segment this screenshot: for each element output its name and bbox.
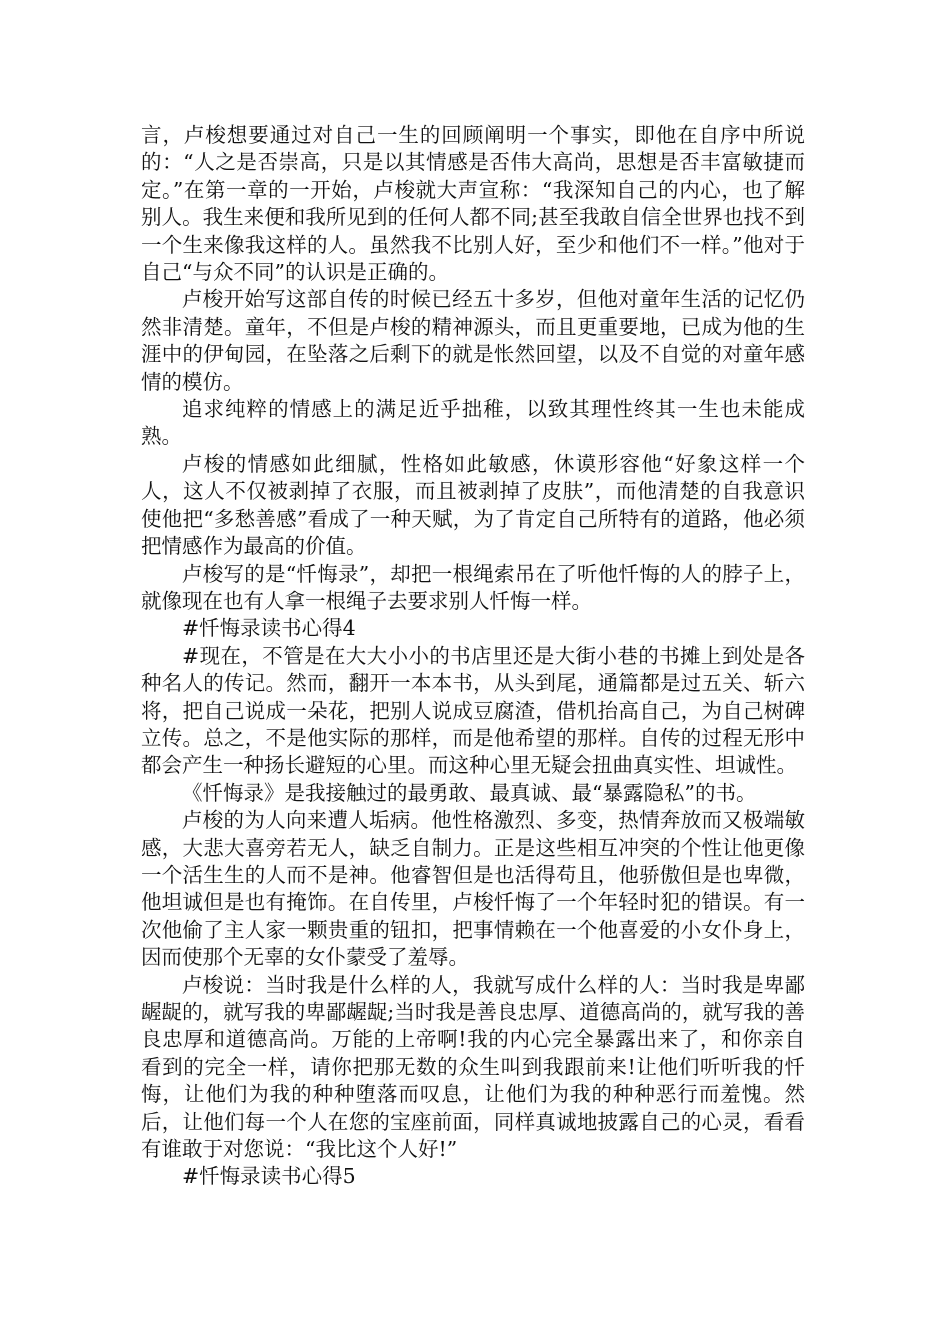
paragraph: 卢梭说：当时我是什么样的人，我就写成什么样的人：当时我是卑鄙龌龊的，就写我的卑鄙龌龊;当时我是善良忠厚、道德高尚的，就写我的善良忠厚和道德高尚。万能的上帝啊!我的内心完全暴露出来了，和你亲自看到的完全一样，请你把那无数的众生叫到我跟前来!让他们听听我的忏悔，让他们为我的种种堕落而叹息，让他们为我的种种恶行而羞愧。然后，让他们每一个人在您的宝座前面，同样真诚地披露自己的心灵，看看有谁敢于对您说：“我比这个人好!”	[141, 972, 805, 1162]
paragraph: #现在，不管是在大大小小的书店里还是大街小巷的书摊上到处是各种名人的传记。然而，翻开一本本书，从头到尾，通篇都是过五关、斩六将，把自己说成一朵花，把别人说成豆腐渣，借机抬高自己，为自己树碑立传。总之，不是他实际的那样，而是他希望的那样。自传的过程无形中都会产生一种扬长避短的心里。而这种心里无疑会扭曲真实性、坦诚性。	[141, 643, 805, 778]
paragraph-continuation: 言，卢梭想要通过对自己一生的回顾阐明一个事实，即他在自序中所说的：“人之是否崇高，只是以其情感是否伟大高尚，思想是否丰富敏捷而定。”在第一章的一开始，卢梭就大声宣称：“我深知自己的内心，也了解别人。我生来便和我所见到的任何人都不同;甚至我敢自信全世界也找不到一个生来像我这样的人。虽然我不比别人好，至少和他们不一样。”他对于自己“与众不同”的认识是正确的。	[141, 123, 805, 285]
paragraph: 卢梭开始写这部自传的时候已经五十多岁，但他对童年生活的记忆仍然非清楚。童年，不但是卢梭的精神源头，而且更重要地，已成为他的生涯中的伊甸园，在坠落之后剩下的就是怅然回望，以及不自觉的对童年感情的模仿。	[141, 287, 805, 394]
section-heading: #忏悔录读书心得4	[182, 616, 356, 641]
paragraph: 追求纯粹的情感上的满足近乎拙稚，以致其理性终其一生也未能成熟。	[141, 397, 805, 449]
paragraph: 《忏悔录》是我接触过的最勇敢、最真诚、最“暴露隐私”的书。	[182, 780, 757, 805]
paragraph: 卢梭写的是“忏悔录”，却把一根绳索吊在了听他忏悔的人的脖子上，就像现在也有人拿一根绳子去要求别人忏悔一样。	[141, 561, 805, 613]
document-body	[141, 122, 805, 1191]
section-heading: #忏悔录读书心得5	[182, 1164, 356, 1189]
paragraph: 卢梭的情感如此细腻，性格如此敏感，休谟形容他“好象这样一个人，这人不仅被剥掉了衣服，而且被剥掉了皮肤”，而他清楚的自我意识使他把“多愁善感”看成了一种天赋，为了肯定自己所特有的道路，他必须把情感作为最高的价值。	[141, 451, 805, 559]
paragraph: 卢梭的为人向来遭人垢病。他性格激烈、多变，热情奔放而又极端敏感，大悲大喜旁若无人，缺乏自制力。正是这些相互冲突的个性让他更像一个活生生的人而不是神。他睿智但是也活得苟且，他骄傲但是也卑微，他坦诚但是也有掩饰。在自传里，卢梭忏悔了一个年轻时犯的错误。有一次他偷了主人家一颗贵重的钮扣，把事情赖在一个他喜爱的小女仆身上，因而使那个无辜的女仆蒙受了羞辱。	[141, 808, 805, 970]
